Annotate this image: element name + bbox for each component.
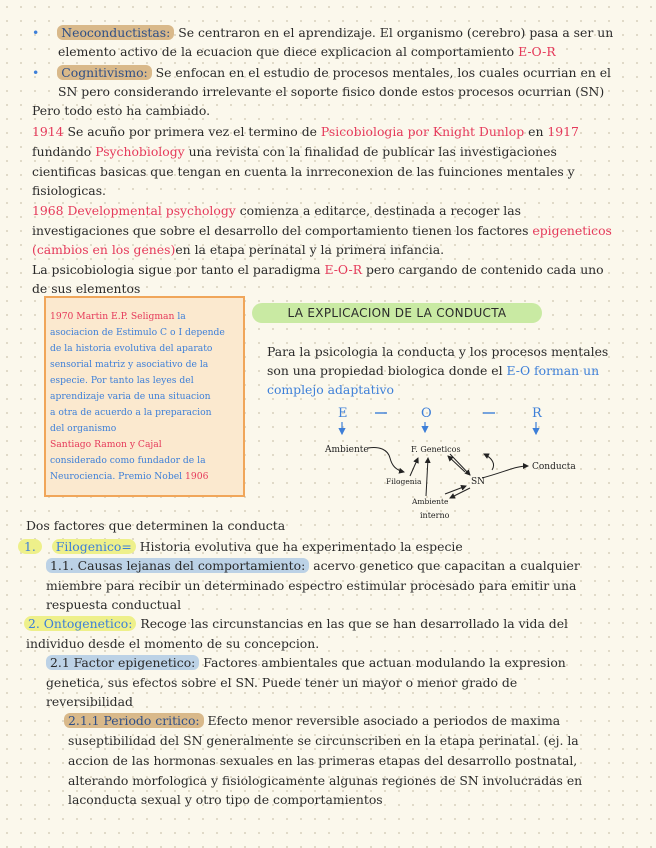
line-cientificas: cientificas basicas que tengan en cuenta la inrreconexion de las fuinciones mentales y <box>32 164 575 179</box>
box-line: considerado como fundador de la <box>50 455 206 466</box>
factor-2-1-1-line5: laconducta sexual y otro tipo de comportamientos <box>68 792 383 807</box>
diagram-filogenia: Filogenia <box>386 477 422 486</box>
changed-line: Pero todo esto ha cambiado. <box>32 103 211 118</box>
bullet-dot-icon: • <box>32 65 40 80</box>
cambios-genes: (cambios en los genes) <box>32 242 176 257</box>
factor-2-1-1-line3: accion de las hormonas sexuales en las primeras etapas del desarrollo postnatal, <box>68 753 578 768</box>
explicacion-line1: Para la psicologia la conducta y los procesos mentales <box>267 344 609 359</box>
factor-2-line2: individuo desde el momento de su concepcion. <box>26 636 320 651</box>
f11text: acervo genetico que capacitan a cualquier <box>309 558 580 573</box>
explicacion-line3: complejo adaptativo <box>267 382 395 397</box>
line-elementos: de sus elementos <box>32 281 141 296</box>
box-line: del organismo <box>50 423 117 434</box>
l6: investigaciones que sobre el desarrollo del comportamiento tienen los factores <box>32 223 533 238</box>
arrow-interno-to-genes <box>426 458 428 496</box>
f21text: Factores ambientales que actuan modulando la expresion <box>199 655 566 670</box>
box-line: sensorial matriz y asociativo de la <box>50 359 209 370</box>
factor-2-1-1 <box>64 713 560 729</box>
tpsy: una revista con la finalidad de publicar las investigaciones <box>184 144 557 159</box>
diagram-o: O <box>421 406 432 421</box>
bullet-neoconductistas <box>32 25 613 41</box>
psicobiologia-term: Psicobiologia por Knight Dunlop <box>320 124 525 139</box>
periodo-critico-term: 2.1.1 Periodo critico: <box>64 713 204 728</box>
factor-2-1-1-line4: alterando morfologica y fisiologicamente algunas regiones de SN involucradas en <box>68 773 583 788</box>
diagram-e: E <box>338 406 348 421</box>
arrow-sn-to-genes <box>448 456 465 472</box>
formula-eor: E-O-R <box>518 44 556 59</box>
l8a: La psicobiologia sigue por tanto el paradigma <box>32 262 325 277</box>
causas-lejanas-term: 1.1. Causas lejanas del comportamiento: <box>46 558 309 573</box>
line-investigaciones <box>32 223 612 239</box>
filogenico-term: Filogenico= <box>52 539 136 554</box>
diagram-ambiente: Ambiente <box>325 445 369 455</box>
box-l1b: la <box>174 311 186 322</box>
year-1914: 1914 <box>32 124 64 139</box>
arrow-sn-to-interno <box>450 488 470 498</box>
arrow-genes-to-sn <box>450 454 470 475</box>
arrow-sn-to-conducta <box>482 466 528 478</box>
f1num: 1. <box>24 539 36 554</box>
diagram-ambiente-interno-1: Ambiente <box>412 497 449 506</box>
ontogenetico-term: 2. Ontogenetico: <box>24 616 136 631</box>
arrow-interno-to-sn <box>445 486 466 494</box>
t1914a: Se acuño por primera vez el termino de <box>63 124 321 139</box>
box-line: aprendizaje varia de una situacion <box>50 391 211 402</box>
factor-1-1 <box>46 558 580 574</box>
diagram-r: R <box>532 406 542 421</box>
year-1906: 1906 <box>185 471 209 482</box>
neoconductistas-term: Neoconductistas: <box>57 25 174 40</box>
neoconductistas-line2 <box>58 44 556 60</box>
line-fisiologicas: fisiologicas. <box>32 183 106 198</box>
p2a: son una propiedad biologica donde el <box>267 363 507 378</box>
cognitivismo-text: Se enfocan en el estudio de procesos mentales, los cuales ocurrian en el <box>151 65 611 80</box>
factor-1-1-line2: miembre para recibir un determinado espectro estimular procesado para emitir una <box>46 578 577 593</box>
line-1914 <box>32 124 579 140</box>
diagram-fgeneticos: F. Geneticos <box>411 445 461 454</box>
seligman-name: 1970 Martin E.P. Seligman <box>50 311 175 322</box>
cajal-name: Santiago Ramon y Cajal <box>50 439 162 450</box>
f2text: Recoge las circunstancias en las que se han desarrollado la vida del <box>136 616 568 631</box>
factor-2-1 <box>46 655 566 671</box>
line-paradigma <box>32 262 604 278</box>
f211text: Efecto menor reversible asociado a periodos de maxima <box>203 713 561 728</box>
cognitivismo-line2: SN pero considerando irrelevante el soporte fisico donde estos procesos ocurrian (SN) <box>58 84 605 99</box>
epigeneticos: epigeneticos <box>532 223 612 238</box>
line-cambios <box>32 242 444 258</box>
f1text: Historia evolutiva que ha experimentado la especie <box>135 539 463 554</box>
bullet-cognitivismo <box>32 65 611 81</box>
box-line: de la historia evolutiva del aparato <box>50 343 213 354</box>
neoconductistas-text: Se centraron en el aprendizaje. El organismo (cerebro) pasa a ser un <box>174 25 614 40</box>
cognitivismo-term: Cognitivismo: <box>57 65 151 80</box>
factor-1 <box>18 539 463 555</box>
developmental-psychology: 1968 Developmental psychology <box>32 203 236 218</box>
diagram-ambiente-interno-2: interno <box>420 511 450 520</box>
factor-2-1-line2: genetica, sus efectos sobre el SN. Puede tener un mayor o menor grado de <box>46 675 518 690</box>
neoconductistas-text2: elemento activo de la ecuacion que diece explicacion al comportamiento <box>58 44 519 59</box>
explicacion-line2 <box>267 363 599 379</box>
factor-epigenetico-term: 2.1 Factor epigenetico: <box>46 655 199 670</box>
diagram-conducta: Conducta <box>532 462 576 472</box>
t1914b: en <box>524 124 548 139</box>
factores-heading: Dos factores que determinen la conducta <box>26 518 286 533</box>
factor-2 <box>24 616 568 632</box>
factor-1-num <box>18 539 42 554</box>
psychobiology-term: Psychobiology <box>95 144 185 159</box>
box-l11a: Neurociencia. Premio Nobel <box>50 471 186 482</box>
formula-eor-2: E-O-R <box>324 262 363 277</box>
factor-1-1-line3: respuesta conductual <box>46 597 182 612</box>
fundando: fundando <box>32 144 96 159</box>
factor-2-1-1-line2: suseptibilidad del SN generalmente se circunscriben en la etapa perinatal. (ej. la <box>68 733 579 748</box>
year-1917: 1917 <box>547 124 579 139</box>
conduct-diagram <box>300 400 576 525</box>
tdev: comienza a editarce, destinada a recoger las <box>235 203 521 218</box>
seligman-note-box <box>44 296 245 497</box>
box-line: a otra de acuerdo a la preparacion <box>50 407 212 418</box>
diagram-sn: SN <box>471 477 486 487</box>
section-title: LA EXPLICACION DE LA CONDUCTA <box>252 303 542 323</box>
factor-2-1-line3: reversibilidad <box>46 694 133 709</box>
box-line: asociacion de Estimulo C o I depende <box>50 327 225 338</box>
box-line: especie. Por tanto las leyes del <box>50 375 194 386</box>
p2b: E-O forman un <box>506 363 600 378</box>
l7b: en la etapa perinatal y la primera infancia. <box>175 242 445 257</box>
line-fundando <box>32 144 557 160</box>
arrow-conducta-loop <box>484 454 494 470</box>
arrow-ambiente-to-genes <box>368 447 404 472</box>
line-1968 <box>32 203 521 219</box>
arrow-filogenia-to-genes <box>410 458 418 476</box>
bullet-dot-icon: • <box>32 25 40 40</box>
l8b: pero cargando de contenido cada uno <box>362 262 604 277</box>
